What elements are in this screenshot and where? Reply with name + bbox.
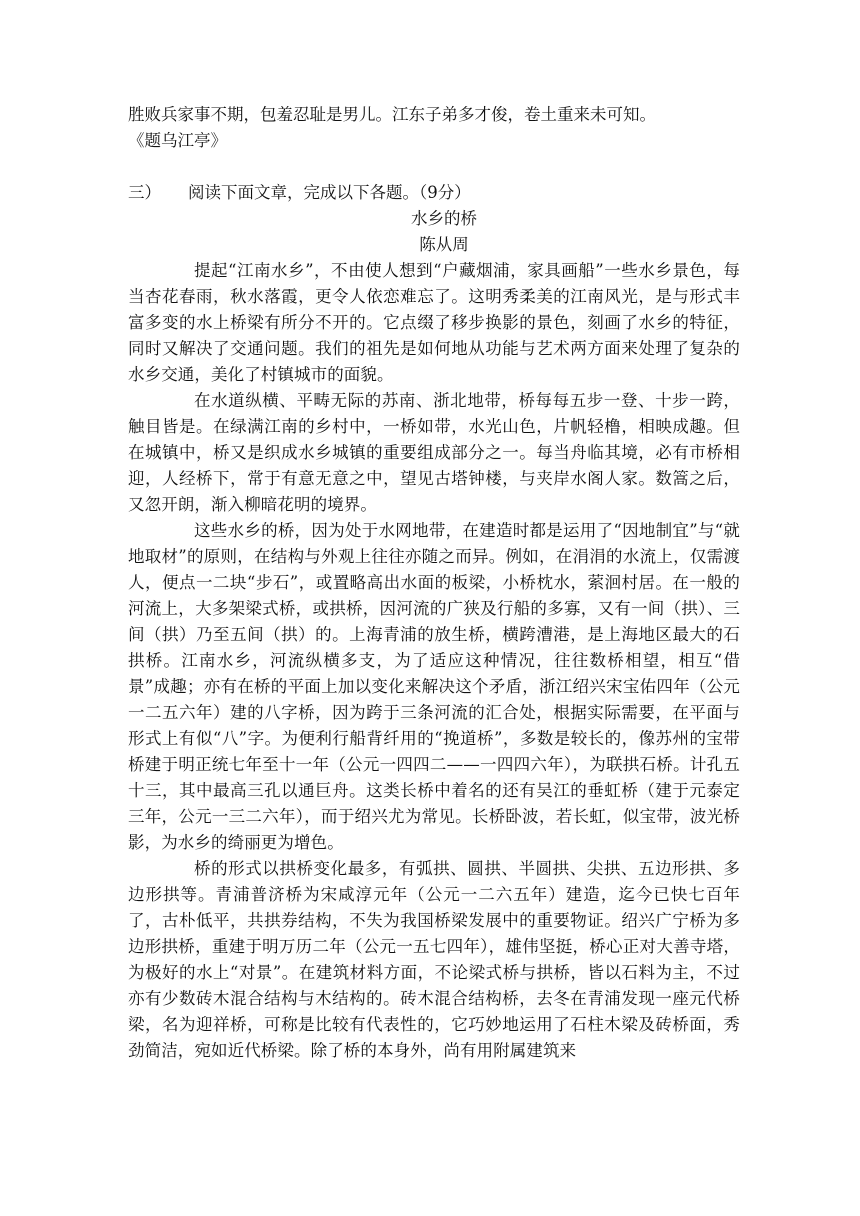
article-paragraph-3: 这些水乡的桥，因为处于水网地带，在建造时都是运用了“因地制宜”与“就地取材”的原则，在结构与外观上往往亦随之而异。例如，在涓涓的水流上，仅需渡人，便点一二块“步石”，或置略高出水面的板梁，小桥枕水，萦洄村居。在一般的河流上，大多架梁式桥，或拱桥，因河流的广狭及行船的多寡，又有一间（拱）、三间（拱）乃至五间（拱）的。上海青浦的放生桥，横跨漕港，是上海地区最大的石拱桥。江南水乡，河流纵横多支，为了适应这种情况，往往数桥相望，相互“借景”成趣；亦有在桥的平面上加以变化来解决这个矛盾，浙江绍兴宋宝佑四年（公元一二五六年）建的八字桥，因为跨于三条河流的汇合处，根据实际需要，在平面与形式上有似“八”字。为便利行船背纤用的“挽道桥”，多数是较长的，像苏州的宝带桥建于明正统七年至十一年（公元一四四二——一四四六年），为联拱石桥。计孔五十三，其中最高三孔以通巨舟。这类长桥中着名的还有吴江的垂虹桥（建于元泰定三年，公元一三二六年），而于绍兴尤为常见。长桥卧波，若长虹，似宝带，波光桥影，为水乡的绮丽更为增色。 bbox=[128, 521, 740, 852]
poem-title: 《题乌江亭》 bbox=[128, 131, 227, 150]
article-author: 陈从周 bbox=[419, 235, 469, 254]
article-paragraph-4: 桥的形式以拱桥变化最多，有弧拱、圆拱、半圆拱、尖拱、五边形拱、多边形拱等。青浦普济桥为宋咸淳元年（公元一二六五年）建造，迄今已快七百年了，古朴低平，共拱券结构，不失为我国桥梁发展中的重要物证。绍兴广宁桥为多边形拱桥，重建于明万历二年（公元一五七四年），雄伟坚挺，桥心正对大善寺塔，为极好的水上“对景”。在建筑材料方面，不论梁式桥与拱桥，皆以石料为主，不过亦有少数砖木混合结构与木结构的。砖木混合结构桥，去冬在青浦发现一座元代桥梁，名为迎祥桥，可称是比较有代表性的，它巧妙地运用了石柱木梁及砖桥面，秀劲简洁，宛如近代桥梁。除了桥的本身外，尚有用附属建筑来 bbox=[128, 859, 740, 1060]
article-paragraph-2: 在水道纵横、平畴无际的苏南、浙北地带，桥每每五步一登、十步一跨，触目皆是。在绿满江南的乡村中，一桥如带，水光山色，片帆轻橹，相映成趣。但在城镇中，桥又是织成水乡城镇的重要组成部分之一。每当舟临其境，必有市桥相迎，人经桥下，常于有意无意之中，望见古塔钟楼，与夹岸水阁人家。数篙之后，又忽开朗，渐入柳暗花明的境界。 bbox=[128, 391, 740, 514]
article-paragraph-1: 提起“江南水乡”，不由使人想到“户藏烟浦，家具画船”一些水乡景色，每当杏花春雨，秋水落霞，更令人依恋难忘了。这明秀柔美的江南风光，是与形式丰富多变的水上桥梁有所分不开的。它点缀了移步换影的景色，刻画了水乡的特征，同时又解决了交通问题。我们的祖先是如何地从功能与艺术两方面来处理了复杂的水乡交通，美化了村镇城市的面貌。 bbox=[128, 261, 740, 384]
article-title: 水乡的桥 bbox=[411, 209, 477, 228]
poem-line: 胜败兵家事不期，包羞忍耻是男儿。江东子弟多才俊，卷土重来未可知。 bbox=[128, 105, 656, 124]
document-page bbox=[128, 102, 740, 1064]
section-heading bbox=[128, 180, 740, 206]
section-number: 三） bbox=[128, 183, 161, 202]
section-instruction: 阅读下面文章，完成以下各题。（9分） bbox=[188, 183, 471, 202]
